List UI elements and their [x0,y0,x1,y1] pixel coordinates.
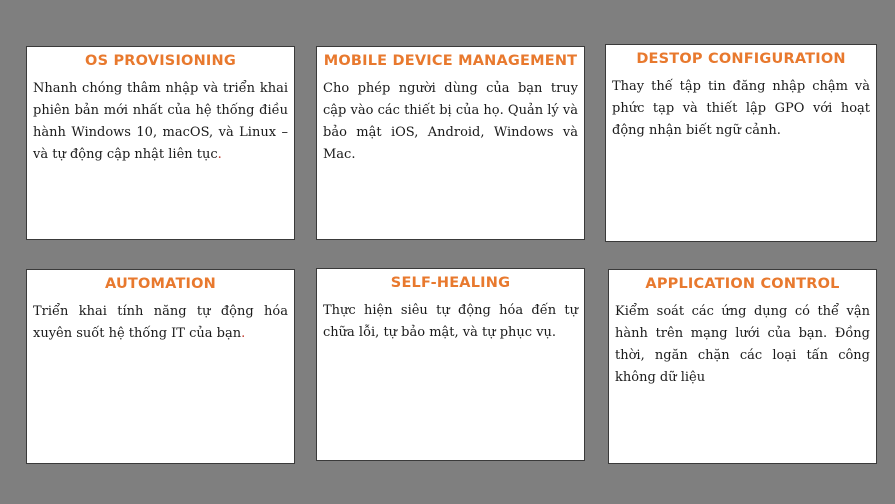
card-text: Thực hiện siêu tự động hóa đến tự chữa lỗi, tự bảo mật, và tự phục vụ. [323,303,578,340]
card-automation [26,269,295,464]
card-title: OS PROVISIONING [85,53,236,69]
card-mobile-device-management [316,46,585,240]
card-application-control [608,269,877,464]
card-text: Cho phép người dùng của bạn truy cập vào các thiết bị của họ. Quản lý và bảo mật iOS, Android, Windows và Mac. [323,81,578,162]
card-text: Thay thế tập tin đăng nhập chậm và phức tạp và thiết lập GPO với hoạt động nhận biết ngữ cảnh. [612,79,870,138]
card-text: Kiểm soát các ứng dụng có thể vận hành trên mạng lưới của bạn. Đồng thời, ngăn chặn các loại tấn công không dữ liệu [615,304,870,385]
card-title: AUTOMATION [104,276,217,292]
card-os-provisioning [26,46,295,240]
card-title: MOBILE DEVICE MANAGEMENT [323,53,578,69]
card-title: APPLICATION CONTROL [645,276,840,292]
card-text: Nhanh chóng thâm nhập và triển khai phiên bản mới nhất của hệ thống điều hành Windows 10, macOS, và Linux – và tự động cập nhật liên tục. [33,81,288,162]
card-title: SELF-HEALING [390,275,511,291]
card-text: Triển khai tính năng tự động hóa xuyên suốt hệ thống IT của bạn. [33,304,288,341]
card-self-healing [316,268,585,461]
card-destop-configuration [605,44,877,242]
card-title: DESTOP CONFIGURATION [636,51,846,67]
